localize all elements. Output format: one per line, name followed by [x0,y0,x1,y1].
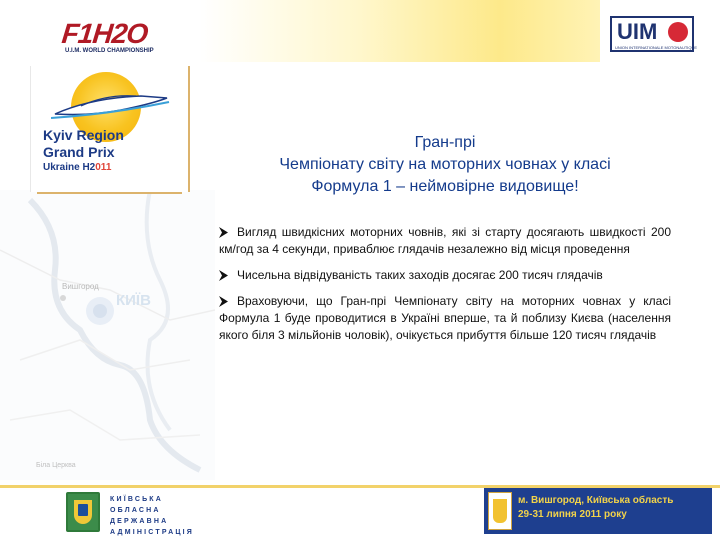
bullet-text: Чисельна відвідуваність таких заходів досягає 200 тисяч глядачів [237,268,603,282]
admin-line: ДЕРЖАВНА [110,518,169,525]
map-graphic [0,190,215,480]
f1h2o-logo-subtitle: U.I.M. WORLD CHAMPIONSHIP [65,48,154,54]
uim-emblem-icon [668,22,688,42]
emblem-shield [74,500,92,524]
map-town-label: Вишгород [62,282,99,291]
kyiv-oblast-emblem-icon [66,492,100,532]
event-logo-country: Ukraine H2 [43,162,96,173]
bullet-item [219,267,671,284]
f1h2o-logo-text: F1H2O [60,18,149,49]
uim-logo-subtitle: UNION INTERNATIONALE MOTONAUTIQUE [615,45,698,50]
venue-banner [484,488,712,534]
title-line-3: Формула 1 – неймовірне видовище! [311,178,579,195]
bullet-text: Враховуючи, що Гран-прі Чемпіонату світу на моторних човнах у класі Формула 1 буде проводитися в Україні вперше, та й поблизу Києва (населення якого біля 3 мільйонів чоловік), очікується прибуття більше 120 тисяч глядачів [219,294,671,342]
event-logo-line1: Kyiv Region [43,127,124,143]
coat-shield [493,499,507,523]
bullet-item [219,293,671,344]
uim-logo [610,16,698,52]
venue-text [518,494,673,522]
header-gradient [200,0,600,62]
map-city-label: КИЇВ [116,292,151,309]
event-logo-line2: Grand Prix [43,144,115,160]
bullet-item [219,224,671,258]
venue-location: м. Вишгород, Київська область [518,495,674,506]
bullet-text: Вигляд швидкісних моторних човнів, які зі старту досягають швидкості 200 км/год за 4 секунди, приваблює глядачів незалежно від місця проведення [219,225,671,256]
uim-logo-text: UIM [617,19,658,44]
title-line-1: Гран-прі [414,134,476,151]
administration-label [110,494,194,538]
bullet-list [219,224,671,353]
admin-line: АДМІНІСТРАЦІЯ [110,529,195,536]
map-town-label-2: Біла Церква [36,462,76,469]
arrow-bullet-icon [219,227,228,238]
event-logo-panel [30,66,190,192]
event-logo-year: 011 [95,162,112,173]
admin-line: ОБЛАСНА [110,507,161,514]
venue-dates: 29-31 липня 2011 року [518,509,627,520]
powerboat-icon [51,84,171,124]
arrow-bullet-icon [219,296,228,307]
vyshhorod-coat-icon [488,492,512,530]
title-line-2: Чемпіонату світу на моторних човнах у класі [279,156,611,173]
kyiv-region-map [0,190,215,480]
f1h2o-logo [62,18,182,56]
slide-title [210,132,680,198]
emblem-center [78,504,88,516]
admin-line: КИЇВСЬКА [110,496,164,503]
event-logo-line3 [43,162,111,173]
arrow-bullet-icon [219,270,228,281]
